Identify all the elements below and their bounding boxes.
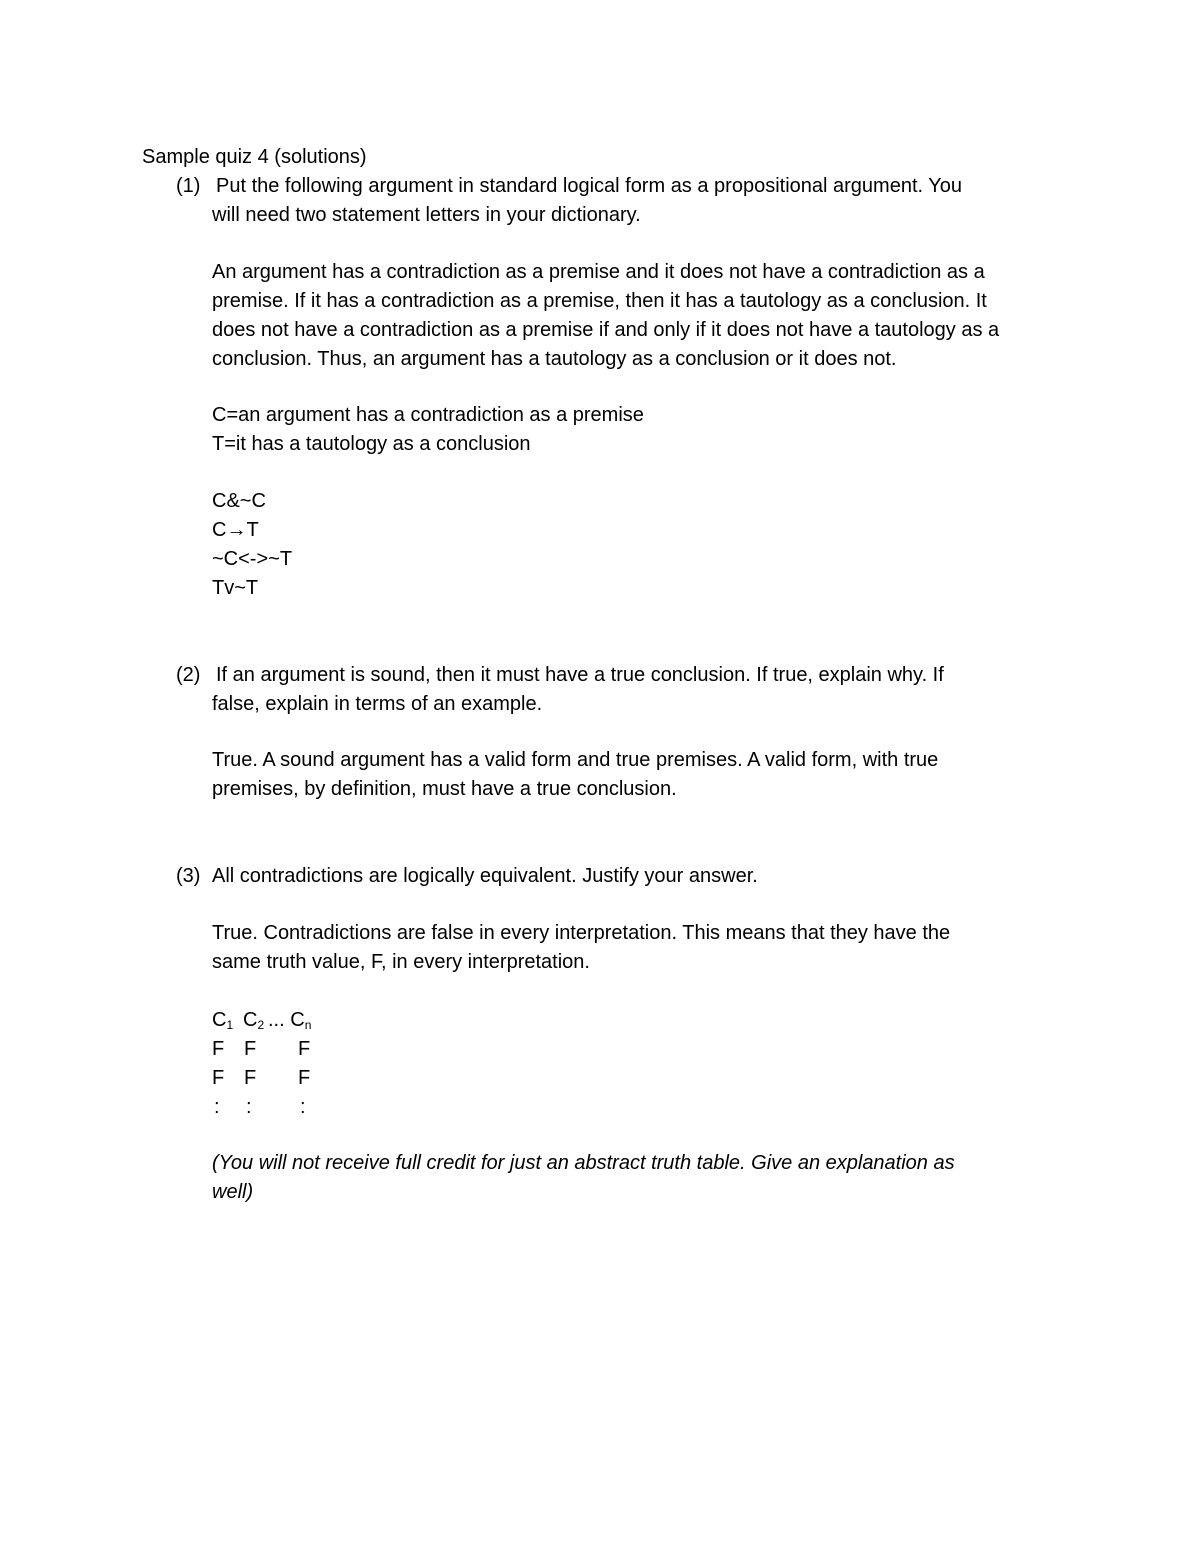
formula: C→T <box>212 519 259 541</box>
truth-table-header-cell: ... $C_n$ <box>268 1009 312 1032</box>
question-1-prompt <box>216 172 1096 201</box>
truth-table-header <box>212 1006 412 1035</box>
dictionary-entry: T=it has a tautology as a conclusion <box>212 433 531 455</box>
truth-table-cell: F <box>298 1067 311 1089</box>
quiz-title: Sample quiz 4 (solutions) <box>142 146 367 168</box>
truth-table-cell: F <box>244 1038 257 1060</box>
formula: C&~C <box>212 490 266 512</box>
truth-table <box>212 1006 412 1122</box>
answer-line: same truth value, F, in every interpretation. <box>212 951 590 973</box>
answer-line: premises, by definition, must have a true conclusion. <box>212 778 677 800</box>
question-1-prompt-line: Put the following argument in standard logical form as a propositional argument. You <box>216 175 963 197</box>
question-2-prompt-line: If an argument is sound, then it must have a true conclusion. If true, explain why. If <box>216 664 944 686</box>
formula: Tv~T <box>212 577 259 599</box>
argument-line: premise. If it has a contradiction as a premise, then it has a tautology as a conclusion. It <box>212 290 987 312</box>
question-1-prompt-cont <box>212 201 1092 230</box>
question-2-number: (2) <box>176 664 201 686</box>
truth-table-cell: F <box>212 1038 225 1060</box>
truth-table-cell: : <box>300 1096 306 1118</box>
question-2-prompt-line: false, explain in terms of an example. <box>212 693 543 715</box>
question-2-prompt <box>216 661 1096 690</box>
question-3-number: (3) <box>176 865 201 887</box>
question-1-formulas <box>212 487 1092 603</box>
truth-table-cell: F <box>244 1067 257 1089</box>
question-1-prompt-line: will need two statement letters in your dictionary. <box>212 204 641 226</box>
note-line: (You will not receive full credit for just an abstract truth table. Give an explanation as <box>212 1152 955 1174</box>
truth-table-cell: F <box>298 1038 311 1060</box>
truth-table-cell: : <box>214 1096 220 1118</box>
question-1-argument <box>212 258 1092 374</box>
question-3-note <box>212 1149 1092 1207</box>
truth-table-row <box>212 1093 412 1122</box>
truth-table-row <box>212 1035 412 1064</box>
question-3-prompt-line: All contradictions are logically equivalent. Justify your answer. <box>212 865 758 887</box>
argument-line: An argument has a contradiction as a premise and it does not have a contradiction as a <box>212 261 985 283</box>
question-2-answer <box>212 746 1092 804</box>
truth-table-header-cell: $C_2$ <box>243 1009 265 1032</box>
truth-table-header-cell: $C_1$ <box>212 1009 234 1032</box>
question-2-prompt-cont <box>212 690 1092 719</box>
truth-table-row <box>212 1064 412 1093</box>
truth-table-cell: F <box>212 1067 225 1089</box>
question-1-dictionary <box>212 401 1092 459</box>
answer-line: True. A sound argument has a valid form and true premises. A valid form, with true <box>212 749 939 771</box>
answer-line: True. Contradictions are false in every interpretation. This means that they have the <box>212 922 951 944</box>
question-3-answer <box>212 919 1092 977</box>
formula: ~C<->~T <box>212 548 293 570</box>
truth-table-cell: : <box>246 1096 252 1118</box>
argument-line: does not have a contradiction as a premise if and only if it does not have a tautology as a <box>212 319 1000 341</box>
argument-line: conclusion. Thus, an argument has a tautology as a conclusion or it does not. <box>212 348 897 370</box>
dictionary-entry: C=an argument has a contradiction as a premise <box>212 404 644 426</box>
question-1-number: (1) <box>176 175 201 197</box>
question-3-prompt <box>212 862 1092 891</box>
note-line: well) <box>212 1181 254 1203</box>
